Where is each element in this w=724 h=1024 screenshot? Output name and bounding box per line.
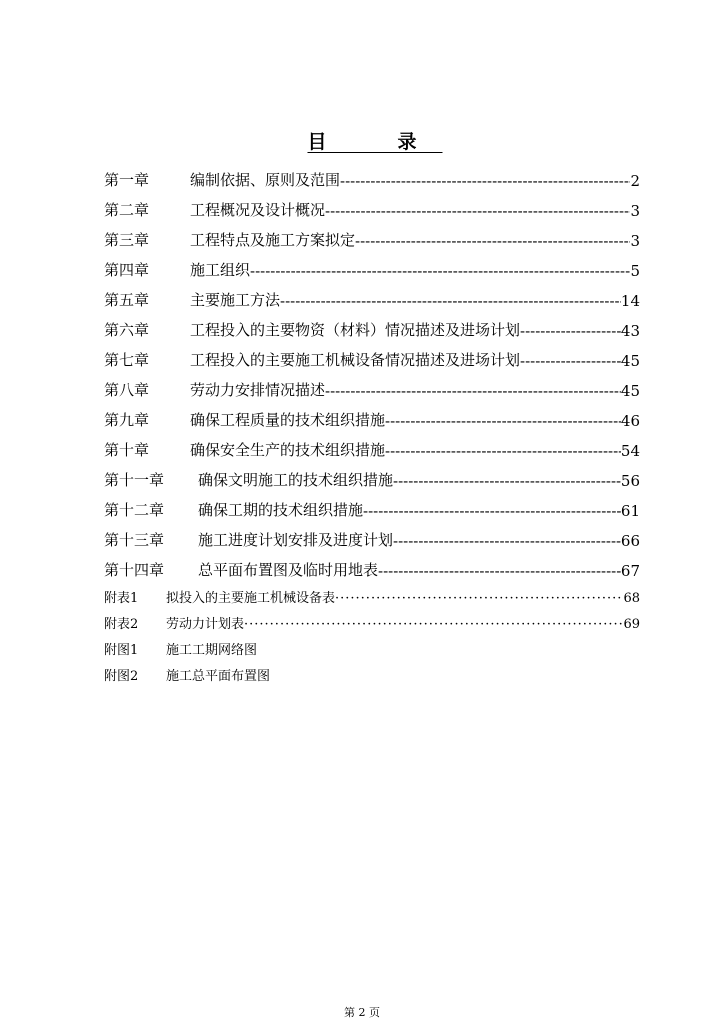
- page-number: 54: [620, 442, 640, 460]
- page-number: 67: [620, 562, 640, 580]
- chapter-number: 第五章: [104, 291, 150, 309]
- table-of-contents: [104, 160, 640, 684]
- appendix-title: 施工总平面布置图: [166, 669, 271, 684]
- toc-entry[interactable]: [104, 520, 640, 550]
- dot-leader: [355, 232, 630, 250]
- chapter-title: 施工组织: [190, 261, 251, 279]
- toc-entry[interactable]: [104, 310, 640, 340]
- dot-leader: [363, 502, 621, 520]
- chapter-title: 总平面布置图及临时用地表: [198, 561, 379, 579]
- chapter-number: 第十章: [104, 441, 150, 459]
- appendix-title: 施工工期网络图: [166, 643, 258, 658]
- dot-leader: [385, 412, 621, 430]
- toc-entry[interactable]: [104, 550, 640, 580]
- toc-entry[interactable]: [104, 370, 640, 400]
- dot-leader: [393, 532, 621, 550]
- toc-entry[interactable]: [104, 250, 640, 280]
- page-number: 66: [620, 532, 640, 550]
- page-number: 45: [620, 352, 640, 370]
- chapter-number: 第八章: [104, 381, 150, 399]
- appendix-entry[interactable]: [104, 580, 640, 606]
- chapter-title: 确保文明施工的技术组织措施: [198, 471, 394, 489]
- page-number: 61: [620, 502, 640, 520]
- chapter-title: 确保工期的技术组织措施: [198, 501, 364, 519]
- chapter-title: 工程投入的主要施工机械设备情况描述及进场计划: [190, 351, 521, 369]
- dot-leader: [393, 472, 621, 490]
- toc-entry[interactable]: [104, 490, 640, 520]
- page-number: 56: [620, 472, 640, 490]
- appendix-title: 拟投入的主要施工机械设备表: [166, 591, 336, 606]
- page-number: 2: [630, 172, 640, 190]
- chapter-title: 主要施工方法: [190, 291, 281, 309]
- dot-leader: [385, 442, 621, 460]
- page-number: 45: [620, 382, 640, 400]
- appendix-label: 附表2: [104, 617, 139, 632]
- appendix-entry[interactable]: [104, 606, 640, 632]
- chapter-number: 第十二章: [104, 501, 165, 519]
- appendix-entry[interactable]: [104, 658, 640, 684]
- chapter-number: 第二章: [104, 201, 150, 219]
- chapter-number: 第六章: [104, 321, 150, 339]
- toc-entry[interactable]: [104, 190, 640, 220]
- dot-leader: [520, 322, 621, 340]
- chapter-number: 第三章: [104, 231, 150, 249]
- chapter-title: 工程特点及施工方案拟定: [190, 231, 356, 249]
- chapter-number: 第十四章: [104, 561, 165, 579]
- dot-leader: [520, 352, 621, 370]
- page-number: 14: [620, 292, 640, 310]
- dot-leader: [325, 382, 621, 400]
- chapter-title: 劳动力安排情况描述: [190, 381, 326, 399]
- chapter-number: 第一章: [104, 171, 150, 189]
- chapter-title: 施工进度计划安排及进度计划: [198, 531, 394, 549]
- toc-entry[interactable]: [104, 280, 640, 310]
- dot-leader: [250, 262, 630, 280]
- appendix-label: 附表1: [104, 591, 139, 606]
- chapter-title: 确保安全生产的技术组织措施: [190, 441, 386, 459]
- appendix-entry[interactable]: [104, 632, 640, 658]
- chapter-title: 工程概况及设计概况: [190, 201, 326, 219]
- page-number: 5: [630, 262, 640, 280]
- dot-leader: [335, 591, 623, 606]
- page-number: 3: [630, 232, 640, 250]
- page-number: 46: [620, 412, 640, 430]
- dot-leader: [340, 172, 630, 190]
- toc-entry[interactable]: [104, 400, 640, 430]
- appendix-title: 劳动力计划表: [166, 617, 245, 632]
- chapter-number: 第七章: [104, 351, 150, 369]
- appendix-label: 附图1: [104, 643, 139, 658]
- dot-leader: [325, 202, 630, 220]
- chapter-number: 第九章: [104, 411, 150, 429]
- toc-entry[interactable]: [104, 430, 640, 460]
- page-footer: 第 2 页: [344, 1006, 380, 1019]
- page-number: 43: [620, 322, 640, 340]
- appendix-label: 附图2: [104, 669, 139, 684]
- dot-leader: [378, 562, 621, 580]
- toc-entry[interactable]: [104, 220, 640, 250]
- page-number: 68: [623, 591, 640, 606]
- chapter-title: 工程投入的主要物资（材料）情况描述及进场计划: [190, 321, 521, 339]
- toc-entry[interactable]: [104, 160, 640, 190]
- chapter-number: 第十一章: [104, 471, 165, 489]
- toc-title: 目 录: [307, 131, 443, 153]
- chapter-number: 第四章: [104, 261, 150, 279]
- chapter-title: 确保工程质量的技术组织措施: [190, 411, 386, 429]
- chapter-title: 编制依据、原则及范围: [190, 171, 341, 189]
- toc-entry[interactable]: [104, 460, 640, 490]
- page-number: 3: [630, 202, 640, 220]
- chapter-number: 第十三章: [104, 531, 165, 549]
- dot-leader: [244, 617, 623, 632]
- page-number: 69: [623, 617, 640, 632]
- dot-leader: [280, 292, 621, 310]
- toc-entry[interactable]: [104, 340, 640, 370]
